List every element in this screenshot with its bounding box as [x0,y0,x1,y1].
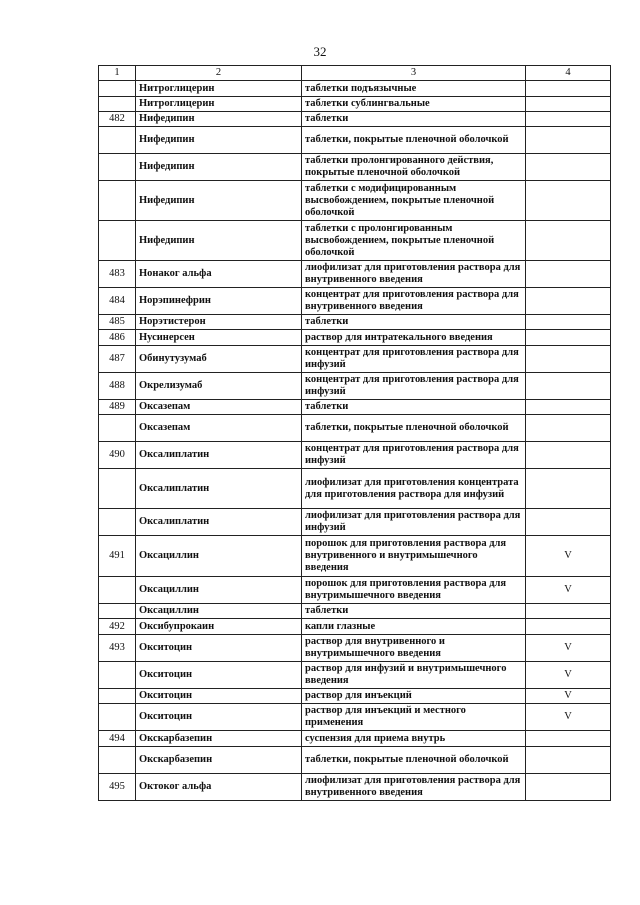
drug-table [98,65,611,801]
row-number-cell [99,662,136,689]
dosage-form-cell: таблетки с модифицированным высвобождением, покрытые пленочной оболочкой [302,181,526,221]
drug-name-cell: Норэтистерон [136,315,302,330]
dosage-form-cell: лиофилизат для приготовления раствора для внутривенного введения [302,774,526,801]
row-number-cell: 488 [99,373,136,400]
dosage-form-cell: лиофилизат для приготовления раствора для инфузий [302,509,526,536]
dosage-form-cell: суспензия для приема внутрь [302,731,526,747]
table-row [99,221,611,261]
table-row [99,704,611,731]
table-row [99,315,611,330]
header-col-2: 2 [136,66,302,81]
mark-cell [526,127,611,154]
table-row [99,127,611,154]
dosage-form-cell: таблетки сублингвальные [302,97,526,112]
drug-name-cell: Окситоцин [136,704,302,731]
table-row [99,346,611,373]
table-row [99,689,611,704]
table-body [99,66,611,801]
drug-name-cell: Нифедипин [136,181,302,221]
mark-cell: V [526,536,611,577]
table-row [99,662,611,689]
dosage-form-cell: раствор для инъекций и местного применения [302,704,526,731]
table-row [99,181,611,221]
table-row [99,81,611,97]
mark-cell [526,261,611,288]
drug-name-cell: Нонаког альфа [136,261,302,288]
mark-cell [526,181,611,221]
mark-cell: V [526,577,611,604]
header-col-1: 1 [99,66,136,81]
mark-cell [526,469,611,509]
mark-cell [526,747,611,774]
row-number-cell: 485 [99,315,136,330]
drug-name-cell: Нитроглицерин [136,81,302,97]
dosage-form-cell: концентрат для приготовления раствора для внутривенного введения [302,288,526,315]
row-number-cell [99,469,136,509]
dosage-form-cell: таблетки [302,604,526,619]
dosage-form-cell: раствор для интратекального введения [302,330,526,346]
row-number-cell: 491 [99,536,136,577]
dosage-form-cell: таблетки с пролонгированным высвобождением, покрытые пленочной оболочкой [302,221,526,261]
dosage-form-cell: порошок для приготовления раствора для внутривенного и внутримышечного введения [302,536,526,577]
table-row [99,747,611,774]
dosage-form-cell: порошок для приготовления раствора для внутримышечного введения [302,577,526,604]
mark-cell [526,774,611,801]
row-number-cell [99,221,136,261]
table-row [99,330,611,346]
drug-name-cell: Оксибупрокаин [136,619,302,635]
dosage-form-cell: раствор для инфузий и внутримышечного введения [302,662,526,689]
table-row [99,619,611,635]
table-row [99,604,611,619]
drug-name-cell: Окрелизумаб [136,373,302,400]
mark-cell [526,81,611,97]
row-number-cell [99,154,136,181]
row-number-cell [99,689,136,704]
row-number-cell: 494 [99,731,136,747]
mark-cell [526,346,611,373]
dosage-form-cell: лиофилизат для приготовления концентрата для приготовления раствора для инфузий [302,469,526,509]
table-row [99,577,611,604]
dosage-form-cell: концентрат для приготовления раствора для инфузий [302,442,526,469]
drug-name-cell: Окскарбазепин [136,731,302,747]
dosage-form-cell: раствор для инъекций [302,689,526,704]
mark-cell [526,288,611,315]
drug-name-cell: Оксациллин [136,536,302,577]
table-row [99,774,611,801]
row-number-cell [99,415,136,442]
mark-cell [526,97,611,112]
mark-cell: V [526,689,611,704]
drug-name-cell: Нитроглицерин [136,97,302,112]
mark-cell [526,604,611,619]
drug-name-cell: Оксалиплатин [136,469,302,509]
mark-cell [526,442,611,469]
dosage-form-cell: лиофилизат для приготовления раствора для внутривенного введения [302,261,526,288]
row-number-cell [99,747,136,774]
drug-name-cell: Оксазепам [136,400,302,415]
row-number-cell: 484 [99,288,136,315]
drug-name-cell: Окситоцин [136,689,302,704]
row-number-cell [99,704,136,731]
dosage-form-cell: таблетки пролонгированного действия, покрытые пленочной оболочкой [302,154,526,181]
table-row [99,97,611,112]
drug-name-cell: Оксациллин [136,577,302,604]
mark-cell: V [526,704,611,731]
mark-cell [526,509,611,536]
drug-name-cell: Нифедипин [136,127,302,154]
mark-cell: V [526,635,611,662]
row-number-cell: 486 [99,330,136,346]
mark-cell: V [526,662,611,689]
table-row [99,536,611,577]
mark-cell [526,112,611,127]
row-number-cell [99,97,136,112]
mark-cell [526,154,611,181]
header-col-4: 4 [526,66,611,81]
dosage-form-cell: таблетки [302,315,526,330]
row-number-cell: 492 [99,619,136,635]
mark-cell [526,415,611,442]
row-number-cell [99,509,136,536]
row-number-cell [99,127,136,154]
drug-name-cell: Окситоцин [136,635,302,662]
dosage-form-cell: таблетки [302,400,526,415]
drug-name-cell: Обинутузумаб [136,346,302,373]
drug-name-cell: Оксалиплатин [136,442,302,469]
drug-name-cell: Оксациллин [136,604,302,619]
dosage-form-cell: таблетки [302,112,526,127]
drug-name-cell: Окскарбазепин [136,747,302,774]
table-row [99,400,611,415]
dosage-form-cell: капли глазные [302,619,526,635]
row-number-cell [99,604,136,619]
header-col-3: 3 [302,66,526,81]
dosage-form-cell: раствор для внутривенного и внутримышечного введения [302,635,526,662]
mark-cell [526,373,611,400]
table-row [99,112,611,127]
row-number-cell: 490 [99,442,136,469]
table-row [99,635,611,662]
row-number-cell: 495 [99,774,136,801]
row-number-cell: 493 [99,635,136,662]
dosage-form-cell: концентрат для приготовления раствора для инфузий [302,373,526,400]
row-number-cell: 483 [99,261,136,288]
row-number-cell [99,81,136,97]
row-number-cell: 487 [99,346,136,373]
table-header-row [99,66,611,81]
drug-name-cell: Нифедипин [136,112,302,127]
dosage-form-cell: таблетки подъязычные [302,81,526,97]
table-row [99,154,611,181]
drug-name-cell: Оксазепам [136,415,302,442]
drug-name-cell: Нифедипин [136,154,302,181]
table-row [99,731,611,747]
row-number-cell: 489 [99,400,136,415]
dosage-form-cell: концентрат для приготовления раствора для инфузий [302,346,526,373]
table-row [99,469,611,509]
table-row [99,288,611,315]
mark-cell [526,221,611,261]
table-row [99,415,611,442]
mark-cell [526,315,611,330]
row-number-cell: 482 [99,112,136,127]
mark-cell [526,619,611,635]
table-row [99,509,611,536]
dosage-form-cell: таблетки, покрытые пленочной оболочкой [302,127,526,154]
table-row [99,261,611,288]
row-number-cell [99,181,136,221]
drug-name-cell: Октоког альфа [136,774,302,801]
drug-name-cell: Норэпинефрин [136,288,302,315]
table-row [99,442,611,469]
row-number-cell [99,577,136,604]
drug-name-cell: Оксалиплатин [136,509,302,536]
table-row [99,373,611,400]
page-number: 32 [313,44,327,59]
dosage-form-cell: таблетки, покрытые пленочной оболочкой [302,415,526,442]
mark-cell [526,400,611,415]
mark-cell [526,330,611,346]
drug-name-cell: Нусинерсен [136,330,302,346]
drug-name-cell: Окситоцин [136,662,302,689]
dosage-form-cell: таблетки, покрытые пленочной оболочкой [302,747,526,774]
mark-cell [526,731,611,747]
drug-name-cell: Нифедипин [136,221,302,261]
